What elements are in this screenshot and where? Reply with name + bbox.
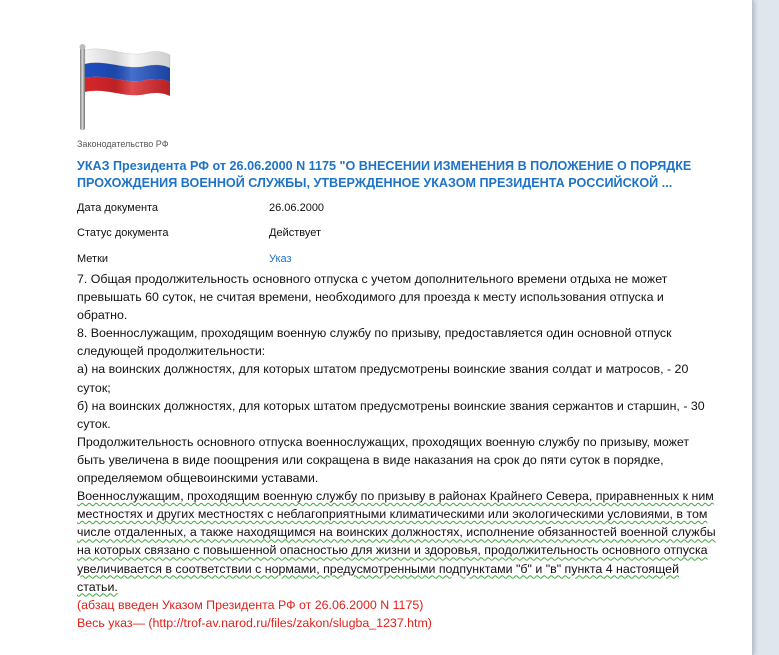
paragraph-8: 8. Военнослужащим, проходящим военную службу по призыву, предоставляется один основной отпуск следующей продолжительности:	[77, 326, 672, 359]
meta-status-label: Статус документа	[77, 227, 169, 239]
document-title-link[interactable]: УКАЗ Президента РФ от 26.06.2000 N 1175 "О ВНЕСЕНИИ ИЗМЕНЕНИЯ В ПОЛОЖЕНИЕ О ПОРЯДКЕ ПРОХОЖДЕНИЯ ВОЕННОЙ СЛУЖБЫ, УТВЕРЖДЕННОЕ УКАЗОМ ПРЕЗИДЕНТА РОССИЙСКОЙ ...	[77, 159, 692, 190]
meta-status-value: Действует	[269, 227, 322, 239]
source-label: Законодательство РФ	[77, 139, 169, 149]
amendment-note: (абзац введен Указом Президента РФ от 26.06.2000 N 1175)	[77, 597, 424, 612]
paragraph-8-duration: Продолжительность основного отпуска военнослужащих, проходящих военную службу по призыву, может быть увеличена в виде поощрения или сокращена в виде наказания на срок до пяти суток в порядке, определяемом общевоинскими уставами.	[77, 434, 690, 486]
meta-tags-label: Метки	[77, 253, 109, 265]
russian-flag-icon	[76, 44, 176, 132]
amended-text: Военнослужащим, проходящим военную службу по призыву в районах Крайнего Севера, приравненных к ним местностях и других местностях с неблагоприятными климатическими или экологическими условиями, в том числе отдаленных, а также находящимся на воинских должностях, исполнение обязанностей военной службы на которых связано с повышенной опасностью для жизни и здоровья, продолжительность основного отпуска увеличивается в соответствии с нормами, предусмотренными подпунктами "б" и "в" пункта 4 настоящей статьи.	[77, 489, 716, 594]
paragraph-amended	[77, 487, 717, 596]
full-text-link[interactable]: Весь указ— (http://trof-av.narod.ru/files/zakon/slugba_1237.htm)	[77, 615, 432, 630]
meta-tags-link[interactable]: Указ	[269, 253, 292, 265]
document-body	[77, 270, 717, 632]
paragraph-8a: а) на воинских должностях, для которых штатом предусмотрены воинские звания солдат и матросов, - 20 суток;	[77, 362, 689, 395]
meta-date-value: 26.06.2000	[269, 202, 325, 214]
meta-date-label: Дата документа	[77, 202, 159, 214]
paragraph-7: 7. Общая продолжительность основного отпуска с учетом дополнительного времени отдыха не может превышать 60 суток, не считая времени, необходимого для проезда к месту использования отпуска и обратно.	[77, 272, 668, 323]
paragraph-8b: б) на воинских должностях, для которых штатом предусмотрены воинские звания сержантов и старшин, - 30 суток.	[77, 398, 705, 431]
